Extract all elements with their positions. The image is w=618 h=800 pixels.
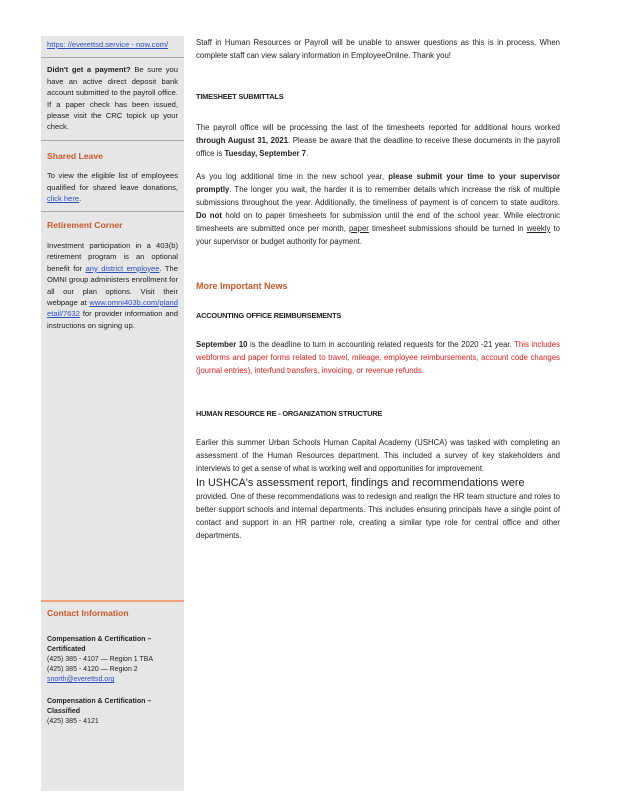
main-content [196,36,560,542]
retirement-text-3: for provider information and instructions on signing up. [47,309,178,330]
contact-1-phone2: (425) 385 - 4120 — Region 2 [47,666,138,674]
shared-leave-text: To view the eligible list of employees qualified for shared leave donations, [47,171,178,192]
ts-emphasis: please submit your time to your supervisor promptly [196,172,560,194]
ts-date: through August 31, 2021 [196,136,289,145]
sidebar [41,36,184,791]
no-payment-section [41,64,184,132]
hr-large-line: In USHCA's assessment report, findings and recommendations were [196,477,525,489]
click-here-link[interactable]: click here [47,194,80,204]
retirement-text-1: Investment participation in a 403(b) retirement program is an optional benefit for [47,240,178,273]
ts-text: As you log additional time in the new school year, [196,172,385,181]
intro-paragraph: Staff in Human Resources or Payroll will be unable to answer questions as this is in process. When complete staff can view salary information in EmployeeOnline. Thank you! [196,38,560,60]
timesheet-heading: TIMESHEET SUBMITTALS [196,92,284,101]
hr-paragraph-2: provided. One of these recommendations was to redesign and realign the HR team structure and roles to better support schools and internal departments. This includes ensuring principals have a single point of contact and support in an HR partner role, creating a similar type role for central office and other departments. [196,492,560,540]
ts-text: timesheet submissions should be turned in [371,224,524,233]
contact-2 [41,697,184,727]
divider [41,140,184,141]
acc-text: is the deadline to turn in accounting related requests for the 2020 -21 year. [250,340,512,349]
employee-link[interactable]: any district employee [85,263,160,273]
shared-leave-section: To view the eligible list of employees qualified for shared leave donations, click here. [47,171,178,204]
divider [41,600,184,602]
timesheet-paragraph-2 [196,170,560,248]
shared-leave-heading: Shared Leave [47,150,103,161]
divider [41,57,184,58]
retirement-section [41,240,184,331]
no-payment-heading: Didn't get a payment? [47,65,131,75]
ts-text: hold on to paper timesheets for submission until the end of the school year. While electronic timesheets are submitted once per month, [196,211,561,233]
contact-1-title: Compensation & Certification – Certificated [47,636,152,654]
omni-link[interactable]: www.omni403b.com/plandetail/7632 [47,297,178,319]
no-payment-text: Be sure you have an active direct deposit bank account submitted to the payroll office. If a paper check has been issued, please visit the CRC topick up your check. [47,65,178,132]
hr-heading: HUMAN RESOURCE RE - ORGANIZATION STRUCTURE [196,409,383,418]
retirement-heading: Retirement Corner [47,220,123,231]
accounting-heading: ACCOUNTING OFFICE REIMBURSEMENTS [196,311,342,320]
ts-underline: paper [348,224,369,233]
service-now-link[interactable]: https: //everettsd.service - now.com/ [47,40,169,49]
more-news-heading: More Important News [196,281,288,291]
hr-paragraph-1: Earlier this summer Urban Schools Human Capital Academy (USHCA) was tasked with completing an assessment of the Human Resources department. This included a survey of key stakeholders and interviews to get a sense of what is working well and opportunities for improvement. [196,438,560,473]
contact-2-phone: (425) 385 - 4121 [47,718,99,726]
acc-red-text: This includes webforms and paper forms related to travel, mileage, employee reimbursements, account code changes (journal entries), interfund transfers, invoicing, or revenue refunds. [196,340,560,375]
ts-text: . Please be aware that the deadline to receive these documents in the payroll office is [196,136,560,158]
accounting-paragraph [196,338,560,377]
contact-1-phone: (425) 385 - 4107 — Region 1 TBA [47,656,154,664]
ts-emphasis: Do not [196,211,222,220]
contact-1 [41,635,184,685]
ts-text: to your supervisor or budget authority for payment. [196,224,561,246]
ts-text: The payroll office will be processing the last of the timesheets reported for additional hours worked [196,123,560,132]
ts-deadline: Tuesday, September 7 [224,149,307,158]
contact-2-title: Compensation & Certification – Classified [47,698,152,716]
retirement-text-2: . The OMNI group administers enrollment for all our plan options. Visit their webpage at [47,263,178,307]
ts-underline: weekly [526,224,551,233]
ts-text: . The longer you wait, the harder it is to remember details which increase the risk of multiple submissions throughout the year. Additionally, the timeliness of payment is of concern to state auditors. [196,185,560,207]
contact-heading: Contact Information [47,608,129,618]
contact-1-email[interactable]: snorth@everettsd.org [47,676,115,684]
divider [41,211,184,212]
acc-deadline: September 10 [196,340,248,349]
timesheet-paragraph-1: The payroll office will be processing the last of the timesheets reported for additional hours worked through August 31, 2021. Please be aware that the deadline to receive these documents in the payroll office is Tuesday, September 7. [196,123,560,158]
